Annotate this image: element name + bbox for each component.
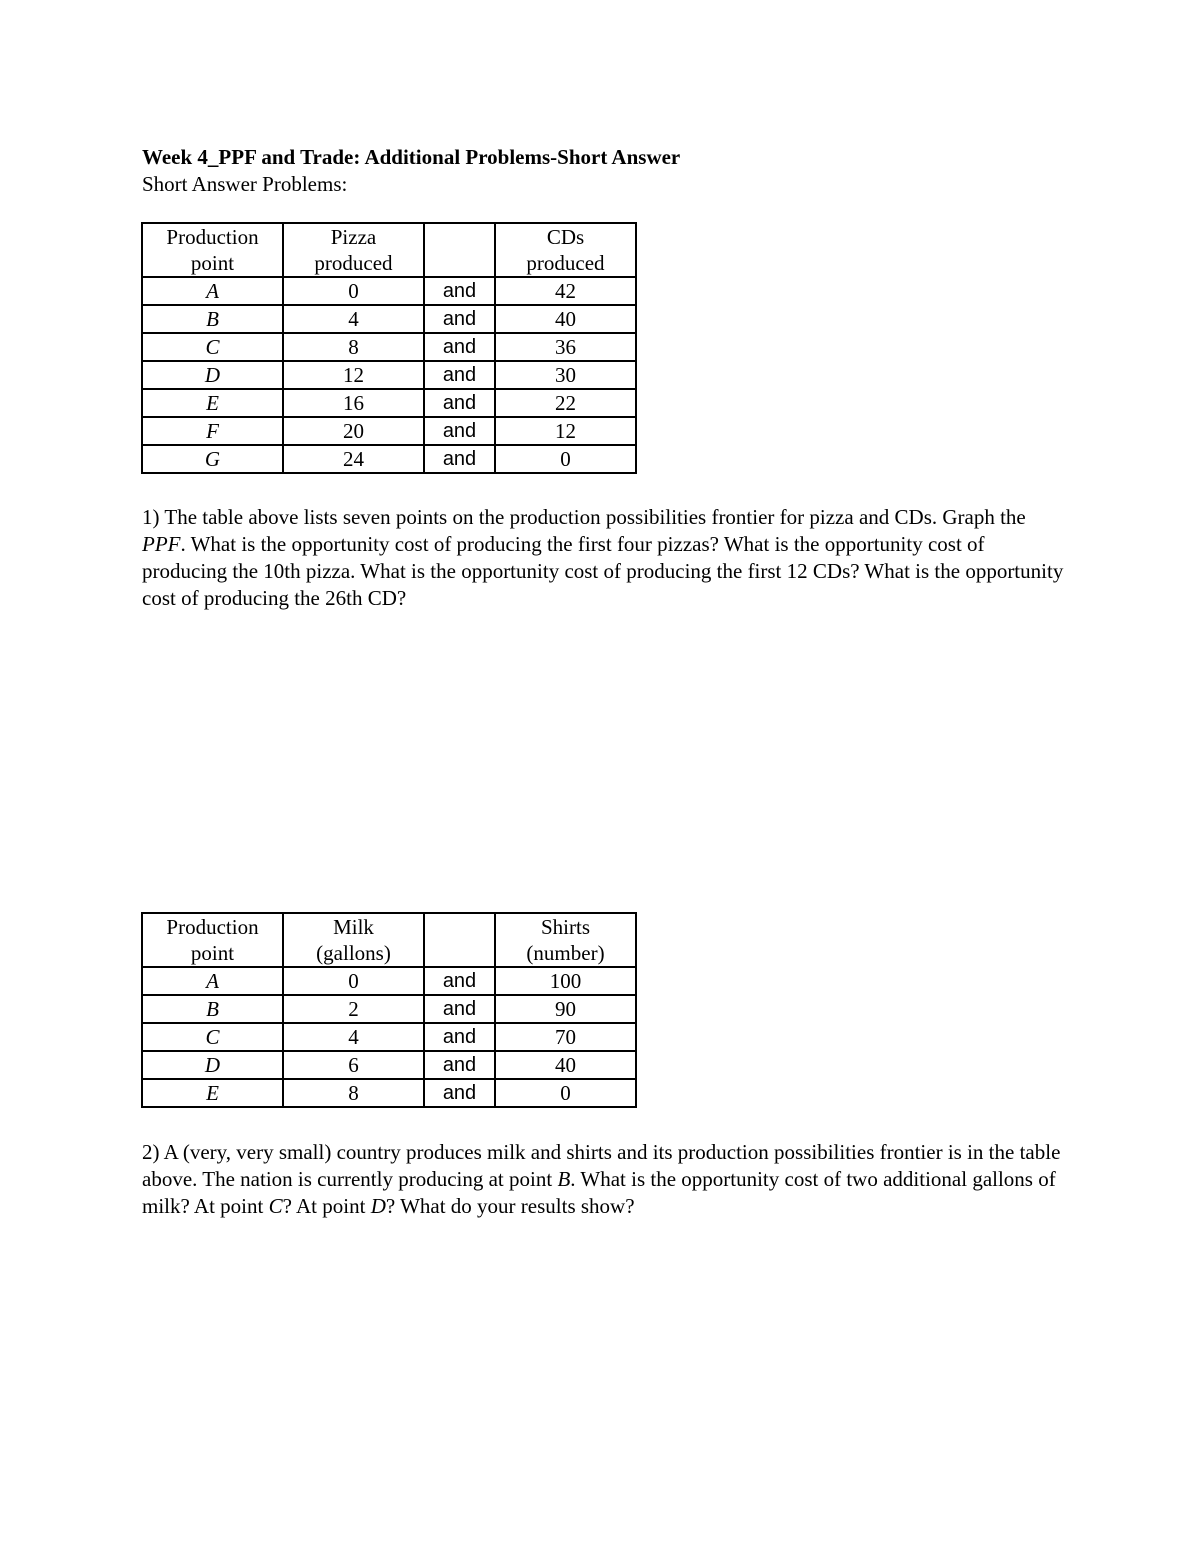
and-label: and (424, 1079, 495, 1107)
table-row (142, 995, 636, 1023)
table-row (142, 1023, 636, 1051)
header-cds-produced: CDs produced (495, 223, 636, 277)
point-label: D (142, 361, 283, 389)
pizza-value: 12 (283, 361, 424, 389)
milk-value: 2 (283, 995, 424, 1023)
cds-value: 36 (495, 333, 636, 361)
problem-2-text: 2) A (very, very small) country produces milk and shirts and its production possibilities frontier is in the table above. The nation is currently producing at point B. What is the opportunity cost of two additional gallons of milk? At point C? At point D? What do your results show? (142, 1140, 1061, 1218)
page-title: Week 4_PPF and Trade: Additional Problems-Short Answer (142, 145, 681, 169)
cds-value: 0 (495, 445, 636, 473)
table-row (142, 1079, 636, 1107)
point-label: G (142, 445, 283, 473)
header-production-point: Production point (142, 223, 283, 277)
point-label: A (142, 277, 283, 305)
table-row (142, 305, 636, 333)
shirts-value: 70 (495, 1023, 636, 1051)
table-row (142, 1051, 636, 1079)
table-row (142, 277, 636, 305)
and-label: and (424, 361, 495, 389)
table-header-row (142, 223, 636, 277)
and-label: and (424, 333, 495, 361)
and-label: and (424, 389, 495, 417)
ppf-table-pizza-cds (141, 222, 637, 474)
point-label: E (142, 389, 283, 417)
table-row (142, 361, 636, 389)
table-row (142, 333, 636, 361)
pizza-value: 20 (283, 417, 424, 445)
ppf-table-milk-shirts (141, 912, 637, 1108)
milk-value: 6 (283, 1051, 424, 1079)
header-blank (424, 913, 495, 967)
header-blank (424, 223, 495, 277)
point-label: A (142, 967, 283, 995)
and-label: and (424, 445, 495, 473)
cds-value: 42 (495, 277, 636, 305)
cds-value: 12 (495, 417, 636, 445)
table-row (142, 389, 636, 417)
table-row (142, 967, 636, 995)
shirts-value: 0 (495, 1079, 636, 1107)
milk-value: 4 (283, 1023, 424, 1051)
and-label: and (424, 1051, 495, 1079)
and-label: and (424, 995, 495, 1023)
header-shirts-number: Shirts (number) (495, 913, 636, 967)
point-label: C (142, 1023, 283, 1051)
point-label: C (142, 333, 283, 361)
and-label: and (424, 305, 495, 333)
shirts-value: 40 (495, 1051, 636, 1079)
cds-value: 22 (495, 389, 636, 417)
table-header-row (142, 913, 636, 967)
table-row (142, 417, 636, 445)
shirts-value: 100 (495, 967, 636, 995)
pizza-value: 16 (283, 389, 424, 417)
point-label: B (142, 305, 283, 333)
point-label: F (142, 417, 283, 445)
ppf-term: PPF (142, 532, 181, 556)
and-label: and (424, 417, 495, 445)
point-c-term: C (268, 1194, 283, 1218)
header-pizza-produced: Pizza produced (283, 223, 424, 277)
pizza-value: 0 (283, 277, 424, 305)
point-d-term: D (370, 1194, 386, 1218)
point-label: D (142, 1051, 283, 1079)
cds-value: 30 (495, 361, 636, 389)
point-label: E (142, 1079, 283, 1107)
milk-value: 8 (283, 1079, 424, 1107)
pizza-value: 4 (283, 305, 424, 333)
table-row (142, 445, 636, 473)
point-label: B (142, 995, 283, 1023)
pizza-value: 24 (283, 445, 424, 473)
milk-value: 0 (283, 967, 424, 995)
section-subtitle: Short Answer Problems: (142, 172, 348, 196)
and-label: and (424, 277, 495, 305)
header-production-point: Production point (142, 913, 283, 967)
problem-1-text: 1) The table above lists seven points on the production possibilities frontier for pizza and CDs. Graph the PPF. What is the opportunity cost of producing the first four pizzas? What is the opportunity cost of producing the 10th pizza. What is the opportunity cost of producing the first 12 CDs? What is the opportunity cost of producing the 26th CD? (142, 505, 1064, 610)
header-milk-gallons: Milk (gallons) (283, 913, 424, 967)
cds-value: 40 (495, 305, 636, 333)
shirts-value: 90 (495, 995, 636, 1023)
and-label: and (424, 1023, 495, 1051)
pizza-value: 8 (283, 333, 424, 361)
point-b-term: B (557, 1167, 571, 1191)
and-label: and (424, 967, 495, 995)
